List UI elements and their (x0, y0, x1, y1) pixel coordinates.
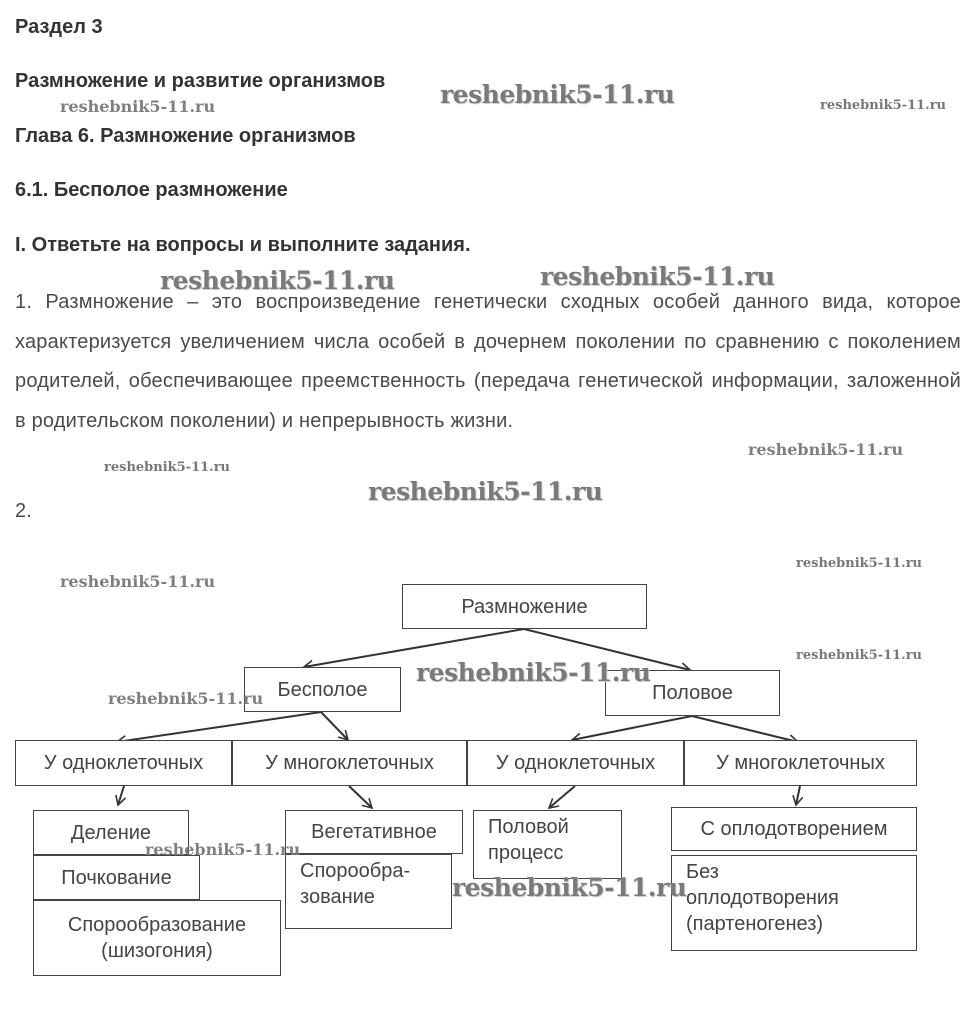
box-with-fertilization (671, 807, 917, 851)
watermark: reshebnik5-11.ru (368, 477, 603, 506)
box-spore-formation-line1: Спорообра- (300, 860, 411, 882)
watermark: reshebnik5-11.ru (60, 97, 216, 116)
box-sexual-process-line2: процесс (488, 842, 564, 864)
watermark: reshebnik5-11.ru (108, 689, 264, 708)
box-asexual-multicellular (232, 740, 467, 786)
arrow-to-sexual-process (549, 786, 575, 808)
box-budding-label: Почкование (61, 866, 172, 889)
box-without-fertilization-line1: Без (686, 861, 719, 883)
box-sporulation (33, 900, 281, 976)
box-sporulation-line1: Спорообразование (67, 914, 247, 936)
box-reproduction (402, 584, 647, 629)
watermark: reshebnik5-11.ru (145, 840, 301, 859)
arrow-to-with-fertilization (796, 786, 800, 805)
box-without-fertilization (671, 855, 917, 951)
arrow-to-division (118, 786, 124, 805)
watermark: reshebnik5-11.ru (416, 658, 651, 687)
box-sexual-label: Половое (652, 682, 733, 704)
section-number: Раздел 3 (15, 16, 103, 38)
watermark: reshebnik5-11.ru (748, 440, 904, 459)
watermark: reshebnik5-11.ru (160, 266, 395, 295)
box-without-fertilization-line3: (партеногенез) (686, 913, 824, 935)
watermark: reshebnik5-11.ru (796, 556, 923, 571)
arrow-sexual-to-multicellular (692, 716, 798, 742)
arrow-sexual-to-unicellular (572, 716, 692, 740)
box-vegetative (285, 810, 463, 854)
task-heading: I. Ответьте на вопросы и выполните задания. (15, 234, 471, 256)
box-vegetative-label: Вегетативное (311, 821, 437, 843)
watermark: reshebnik5-11.ru (796, 648, 923, 663)
box-sexual-multicellular-label: У многоклеточных (716, 752, 885, 774)
box-with-fertilization-label: С оплодотворением (700, 818, 888, 840)
box-sexual-process-line1: Половой (488, 816, 569, 838)
answer-2-number: 2. (15, 500, 32, 522)
box-sexual-process (473, 810, 622, 879)
watermark: reshebnik5-11.ru (440, 80, 675, 109)
box-asexual-unicellular-label: У одноклеточных (43, 752, 204, 774)
box-reproduction-label: Размножение (461, 595, 588, 618)
arrow-asexual-to-multicellular (321, 712, 348, 740)
box-division-label: Деление (70, 821, 152, 844)
box-sexual-multicellular (684, 740, 917, 786)
watermark: reshebnik5-11.ru (820, 98, 947, 113)
answer-1-paragraph: 1. Размножение – это воспроизведение генетически сходных особей данного вида, которое характеризуется увеличением числа особей в дочернем поколении по сравнению с поколением родителей, обеспечивающее преемственность (передача генетической информации, заложенной в родительском поколении) и непрерывность жизни. (15, 291, 961, 432)
section-title: Размножение и развитие организмов (15, 70, 386, 92)
box-without-fertilization-line2: оплодотворения (686, 887, 839, 909)
watermark: reshebnik5-11.ru (60, 572, 216, 591)
box-asexual (244, 667, 401, 712)
chapter-title: Глава 6. Размножение организмов (15, 125, 356, 147)
box-asexual-label: Бесполое (277, 678, 368, 701)
box-budding (33, 855, 200, 900)
subchapter-title: 6.1. Бесполое размножение (15, 179, 288, 201)
arrow-asexual-to-unicellular (117, 712, 321, 742)
box-sexual-unicellular-label: У одноклеточных (495, 752, 656, 774)
box-asexual-unicellular (15, 740, 232, 786)
box-asexual-multicellular-label: У многоклеточных (265, 752, 434, 774)
watermark: reshebnik5-11.ru (452, 873, 687, 902)
box-spore-formation (285, 854, 452, 929)
watermark: reshebnik5-11.ru (104, 460, 231, 475)
box-sexual-unicellular (467, 740, 684, 786)
box-sporulation-line2: (шизогония) (101, 940, 213, 962)
watermark: reshebnik5-11.ru (540, 262, 775, 291)
arrow-to-vegetative (349, 786, 372, 808)
box-spore-formation-line2: зование (300, 886, 375, 908)
